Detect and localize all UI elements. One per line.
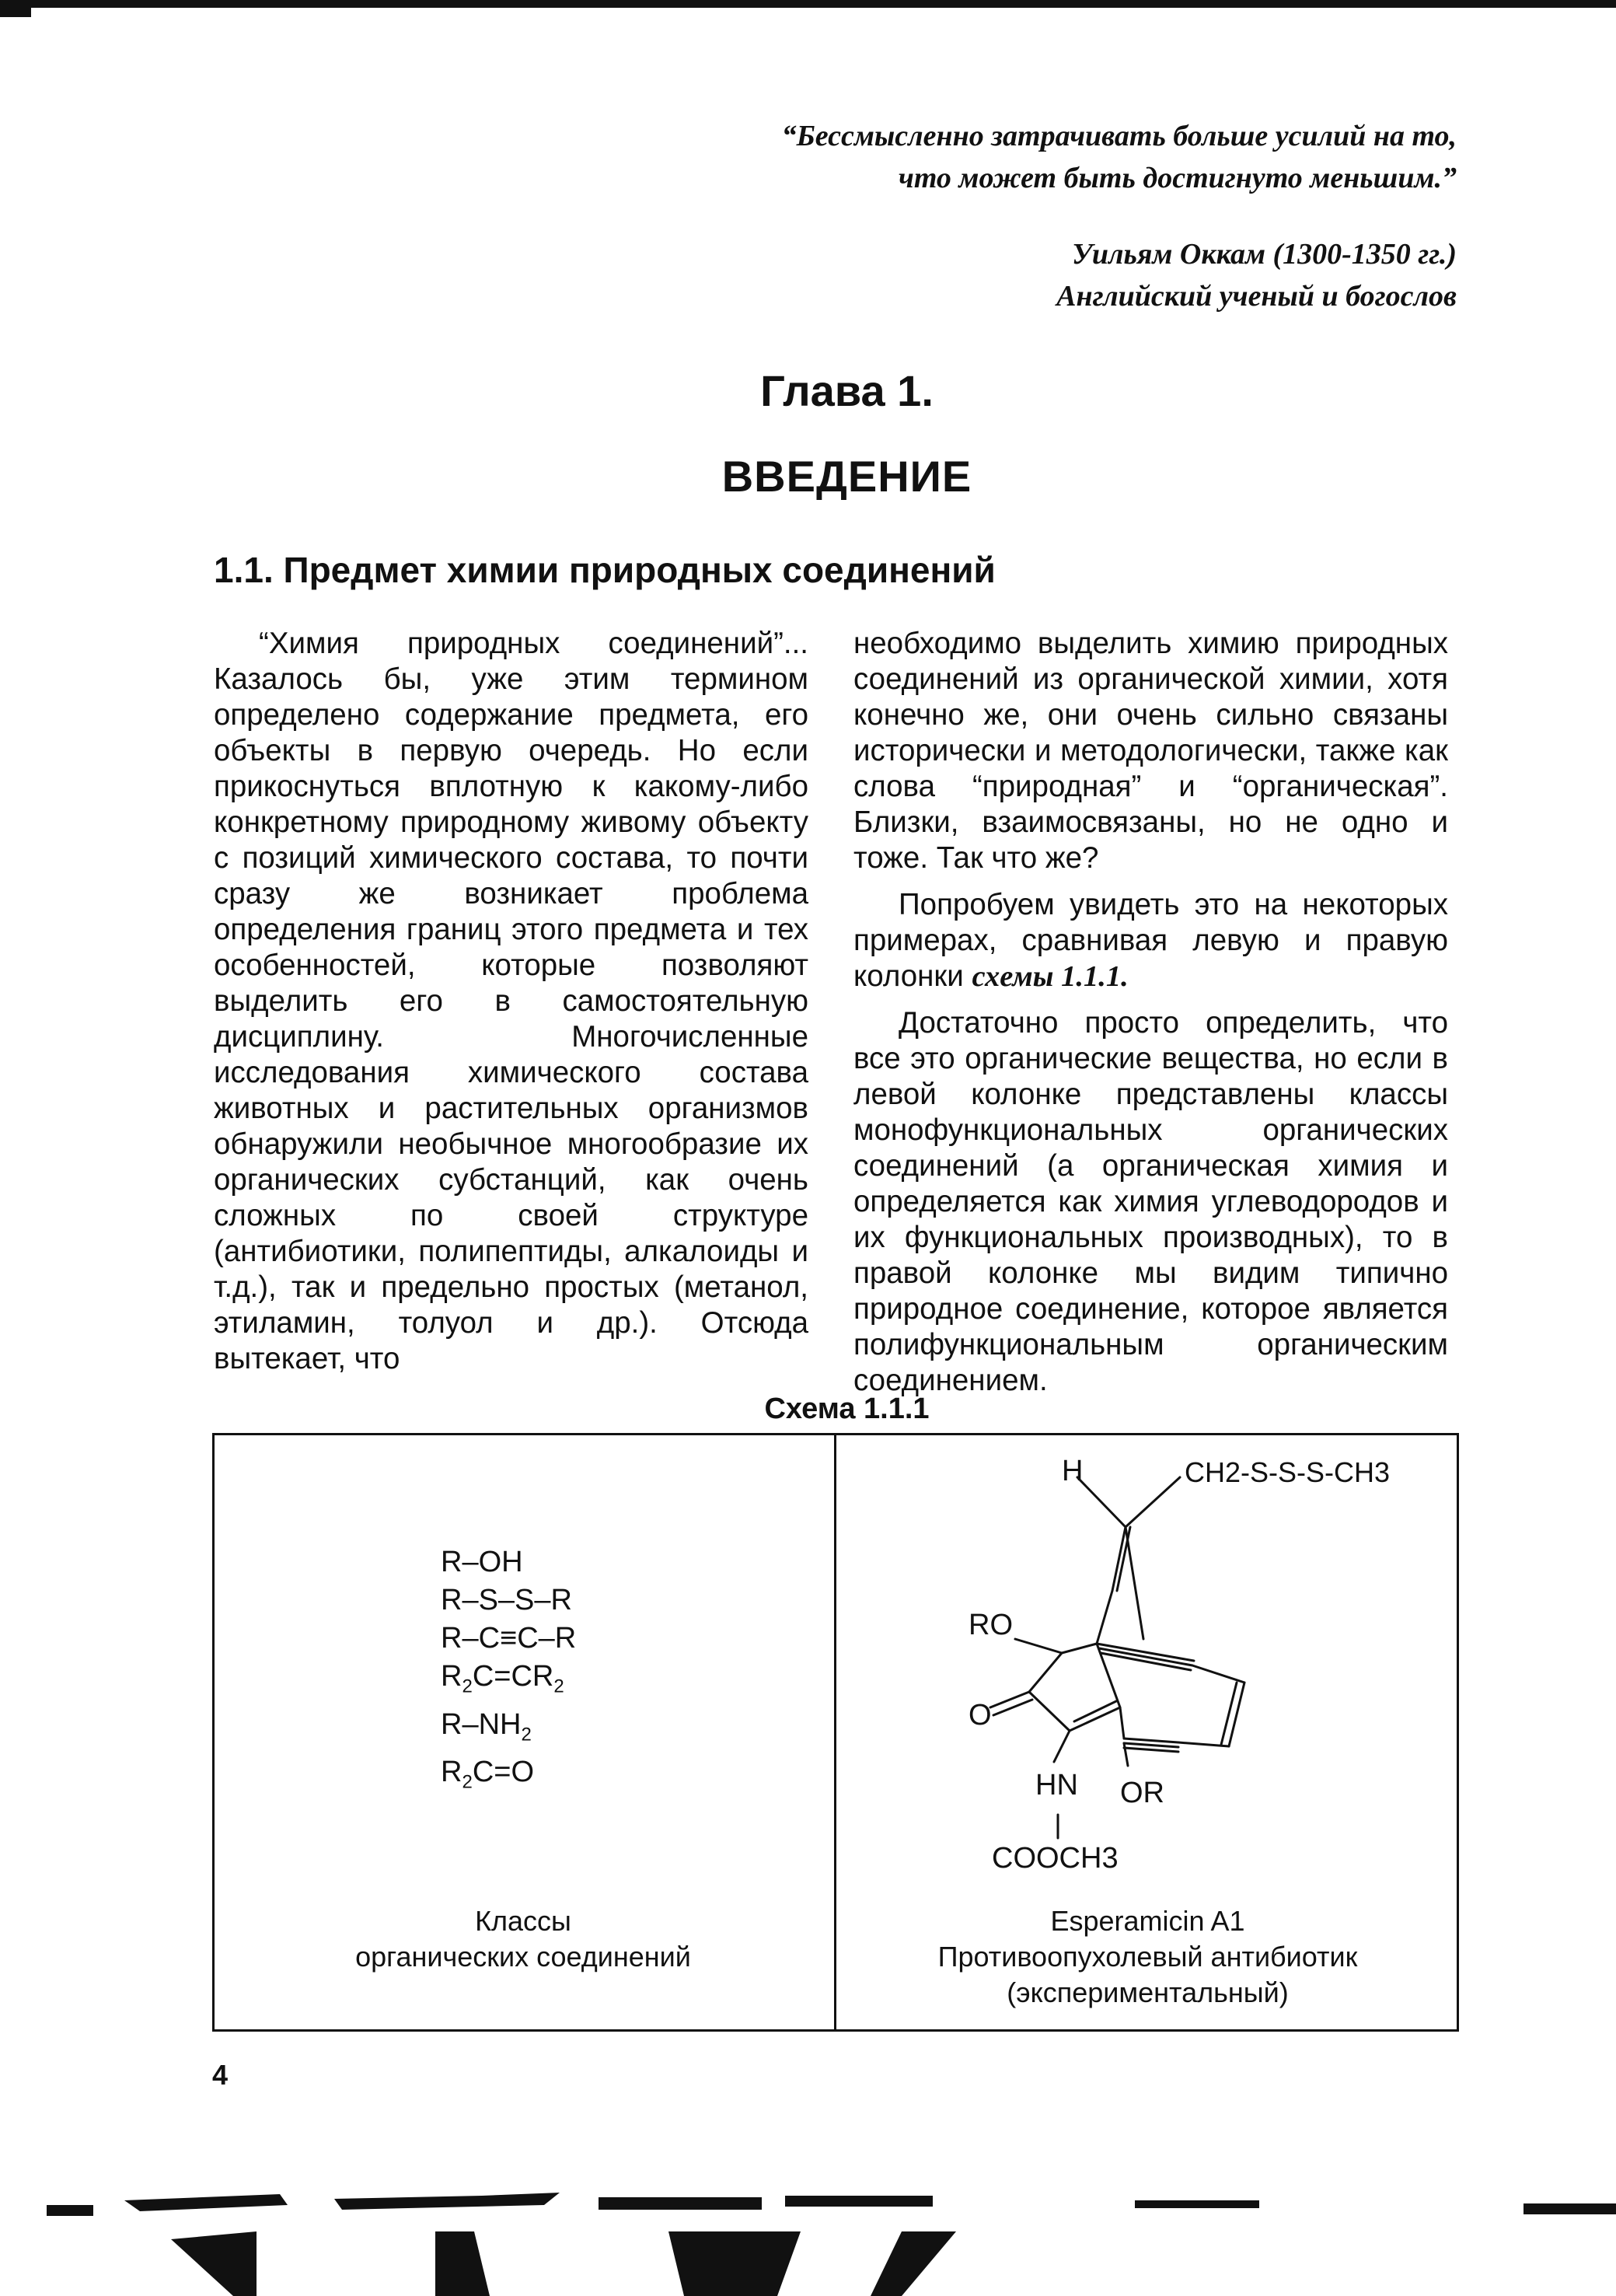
caption-line: Esperamicin A1 (1050, 1905, 1245, 1937)
bond (1124, 1748, 1178, 1752)
right-scheme-caption (836, 1903, 1459, 2011)
left-text-column (214, 626, 808, 1377)
class-disulfide: R–S–S–R (441, 1584, 572, 1616)
right-text-column (853, 626, 1448, 1410)
esperamicin-structure (836, 1435, 1458, 1902)
epigraph-author: Уильям Оккам (1300-1350 гг.) (1071, 238, 1457, 271)
bond (1221, 1683, 1237, 1745)
bond (1054, 1731, 1070, 1762)
scheme-reference: схемы 1.1.1. (972, 960, 1129, 993)
class-carbonyl (441, 1753, 576, 1802)
section-title: 1.1. Предмет химии природных соединений (214, 550, 996, 590)
bond (1015, 1639, 1062, 1653)
epigraph-author-description: Английский ученый и богослов (1056, 280, 1457, 313)
epigraph-quote (446, 115, 1457, 199)
bond (1062, 1644, 1097, 1653)
scan-artifact-bottom (0, 2154, 1616, 2296)
bond (1097, 1644, 1194, 1661)
caption-line: Классы (475, 1905, 571, 1937)
epigraph-attribution (679, 233, 1457, 317)
class-alkyne: R–C≡C–R (441, 1622, 577, 1655)
formula-part: R (441, 1660, 462, 1693)
atom-label-hn: HN (1035, 1769, 1078, 1802)
class-amine (441, 1706, 576, 1754)
left-scheme-caption (212, 1903, 834, 1975)
formula-part: R–NH (441, 1707, 522, 1741)
paragraph: необходимо выделить химию природных соединений из органической химии, хотя конечно же, они очень сильно связаны исторически и методологически, также как слова “природная” и “органическая”. Близки, взаимосвязаны, но не одно и тоже. Так что же? (853, 627, 1448, 875)
bond (1124, 1743, 1178, 1747)
formula-subscript: 2 (553, 1676, 564, 1697)
formula-subscript: 2 (521, 1724, 532, 1746)
bond (990, 1692, 1029, 1707)
formula-part: C=O (472, 1756, 535, 1789)
scheme-label: Схема 1.1.1 (764, 1393, 930, 1425)
atom-label-cooch3: COOCH3 (992, 1842, 1119, 1875)
page-number: 4 (212, 2059, 229, 2091)
bond (1229, 1683, 1244, 1746)
paragraph-text: Попробуем увидеть это на некоторых примерах, сравнивая левую и правую колонки (853, 888, 1448, 993)
chapter-title: ВВЕДЕНИЕ (721, 452, 972, 501)
caption-line: органических соединений (355, 1941, 691, 1973)
formula-part: R (441, 1756, 462, 1789)
paragraph (853, 887, 1448, 994)
functional-classes-list (441, 1543, 576, 1802)
side-chain-label: CH2-S-S-S-CH3 (1185, 1456, 1391, 1488)
bond (1124, 1739, 1178, 1742)
top-rule (0, 0, 1616, 8)
epigraph-line: что может быть достигнуто меньшим.” (898, 162, 1457, 194)
caption-line: (экспериментальный) (1007, 1976, 1289, 2008)
chapter-number: Глава 1. (760, 366, 934, 415)
atom-label-ro: RO (969, 1609, 1013, 1641)
class-alcohol: R–OH (441, 1546, 523, 1578)
formula-subscript: 2 (462, 1676, 473, 1697)
bond (1120, 1707, 1124, 1739)
top-rule-mark (0, 0, 31, 17)
bond (1029, 1692, 1070, 1731)
paragraph: Достаточно просто определить, что все это органические вещества, но если в левой колонке представлены классы монофункциональных органических соединений (а органическая химия и определяется как химия углеводородов и их функциональных производных), то в правой колонке мы видим типично природное соединение, которое является полифункциональным органическим соединением. (853, 1006, 1448, 1397)
formula-subscript: 2 (462, 1771, 473, 1793)
class-alkene (441, 1658, 576, 1706)
atom-label-o: O (969, 1699, 992, 1732)
caption-line: Противоопухолевый антибиотик (937, 1941, 1358, 1973)
atom-label-or: OR (1120, 1777, 1164, 1809)
formula-part: C=CR (472, 1660, 554, 1693)
bond (1192, 1665, 1244, 1683)
bond (993, 1700, 1032, 1715)
bond (1124, 1743, 1128, 1766)
atom-label-h: H (1062, 1455, 1084, 1487)
bond (1126, 1477, 1180, 1527)
bond (1029, 1653, 1062, 1692)
bond (1077, 1477, 1126, 1527)
bond (1097, 1591, 1112, 1644)
epigraph-line: “Бессмысленно затрачивать больше усилий на то, (781, 120, 1457, 152)
bond (1126, 1527, 1143, 1639)
paragraph: “Химия природных соединений”... Казалось бы, уже этим термином определено содержание предмета, его объекты в первую очередь. Но если прикоснуться вплотную к какому-либо конкретному природному живому объекту с позиций химического состава, то почти сразу же возникает проблема определения границ этого предмета и тех особенностей, которые позволяют выделить его в самостоятельную дисциплину. Многочисленные исследования химического состава животных и растительных организмов обнаружили необычное многообразие их органических субстанций, как очень сложных по своей структуре (антибиотики, полипептиды, алкалоиды и т.д.), так и предельно простых (метанол, этиламин, толуол и др.). Отсюда вытекает, что (214, 627, 808, 1375)
